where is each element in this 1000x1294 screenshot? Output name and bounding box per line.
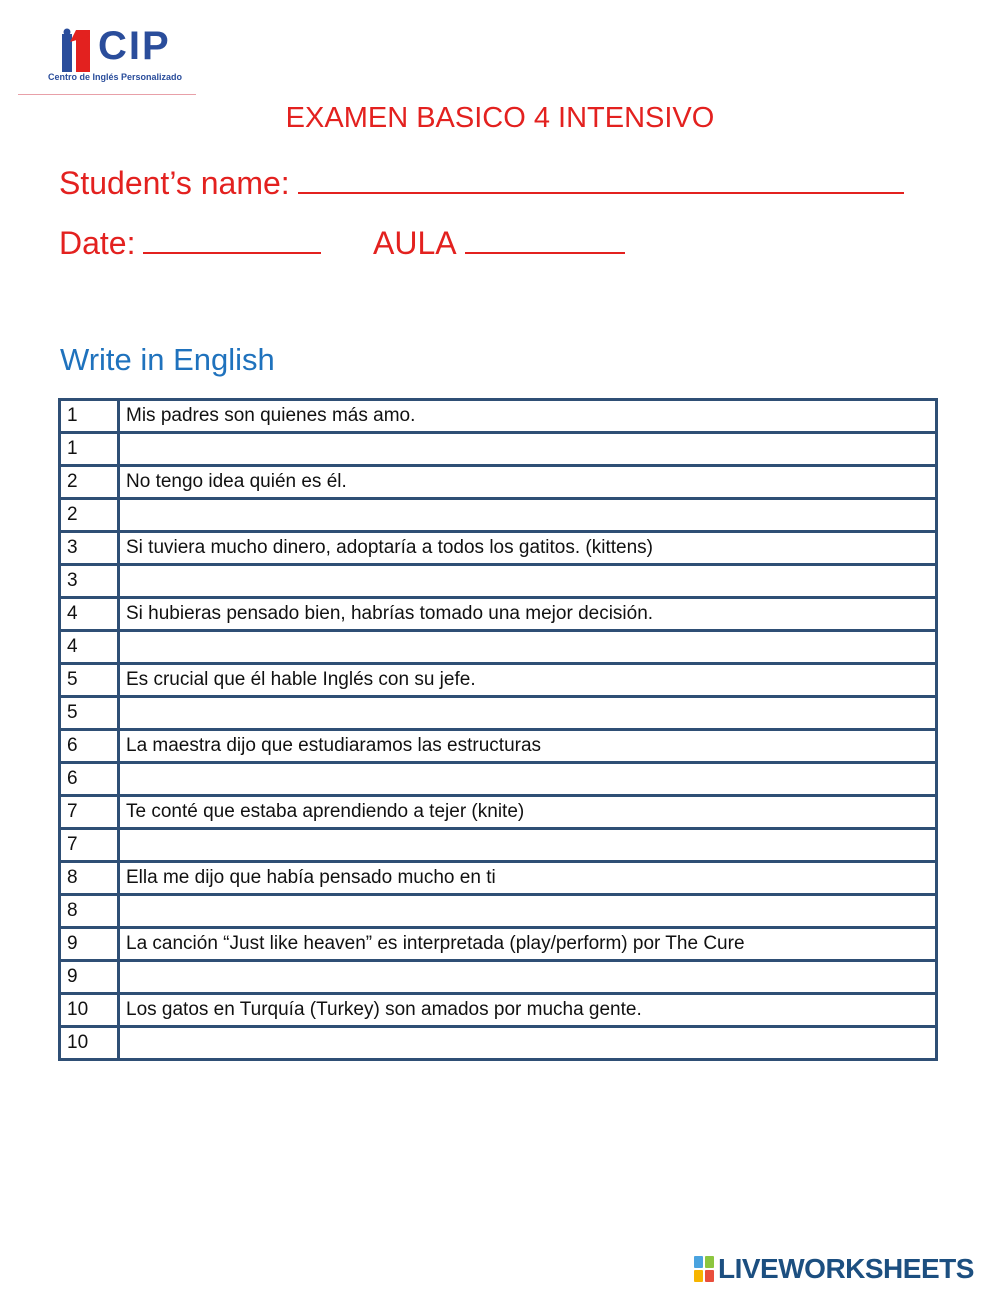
row-number: 5 — [60, 697, 119, 730]
row-number: 7 — [60, 829, 119, 862]
answer-row — [60, 697, 937, 730]
date-field — [59, 222, 321, 262]
aula-field — [373, 222, 625, 262]
row-number: 4 — [60, 631, 119, 664]
row-number: 2 — [60, 499, 119, 532]
answer-input[interactable] — [119, 499, 937, 532]
answer-row — [60, 763, 937, 796]
row-number: 7 — [60, 796, 119, 829]
answer-input[interactable] — [119, 697, 937, 730]
prompt-row — [60, 994, 937, 1027]
logo-brand: CIP — [98, 24, 171, 68]
section-title: Write in English — [60, 342, 275, 377]
prompt-text: Los gatos en Turquía (Turkey) son amados por mucha gente. — [119, 994, 937, 1027]
prompt-text: Si tuviera mucho dinero, adoptaría a todos los gatitos. (kittens) — [119, 532, 937, 565]
row-number: 6 — [60, 730, 119, 763]
row-number: 3 — [60, 532, 119, 565]
row-number: 8 — [60, 862, 119, 895]
aula-blank[interactable] — [465, 222, 625, 254]
answer-row — [60, 961, 937, 994]
answer-input[interactable] — [119, 631, 937, 664]
prompt-row — [60, 796, 937, 829]
prompt-row — [60, 532, 937, 565]
prompt-text: Es crucial que él hable Inglés con su jefe. — [119, 664, 937, 697]
student-name-field — [59, 162, 904, 202]
answer-row — [60, 565, 937, 598]
prompt-row — [60, 664, 937, 697]
row-number: 1 — [60, 400, 119, 433]
answer-input[interactable] — [119, 1027, 937, 1060]
answer-input[interactable] — [119, 961, 937, 994]
liveworksheets-logo — [694, 1254, 974, 1284]
liveworksheets-brand: LIVEWORKSHEETS — [718, 1253, 974, 1284]
prompt-text: Ella me dijo que había pensado mucho en ti — [119, 862, 937, 895]
prompt-text: Te conté que estaba aprendiendo a tejer (knite) — [119, 796, 937, 829]
student-name-blank[interactable] — [298, 162, 904, 194]
row-number: 6 — [60, 763, 119, 796]
answer-row — [60, 499, 937, 532]
person-number-one-icon — [48, 28, 94, 72]
liveworksheets-icon — [694, 1256, 714, 1282]
page-title: EXAMEN BASICO 4 INTENSIVO — [285, 102, 715, 134]
prompt-row — [60, 598, 937, 631]
aula-label: AULA — [373, 225, 457, 261]
cip-logo — [46, 26, 186, 86]
row-number: 9 — [60, 961, 119, 994]
answer-input[interactable] — [119, 565, 937, 598]
prompt-text: La canción “Just like heaven” es interpretada (play/perform) por The Cure — [119, 928, 937, 961]
prompt-text: La maestra dijo que estudiaramos las estructuras — [119, 730, 937, 763]
row-number: 4 — [60, 598, 119, 631]
prompt-row — [60, 400, 937, 433]
answer-input[interactable] — [119, 433, 937, 466]
prompt-row — [60, 928, 937, 961]
answer-row — [60, 829, 937, 862]
date-blank[interactable] — [143, 222, 321, 254]
prompt-row — [60, 862, 937, 895]
prompt-row — [60, 730, 937, 763]
answer-input[interactable] — [119, 895, 937, 928]
answer-row — [60, 895, 937, 928]
logo-underline — [18, 94, 196, 95]
prompt-row — [60, 466, 937, 499]
answer-input[interactable] — [119, 829, 937, 862]
answer-row — [60, 433, 937, 466]
row-number: 10 — [60, 994, 119, 1027]
row-number: 8 — [60, 895, 119, 928]
answer-row — [60, 631, 937, 664]
row-number: 3 — [60, 565, 119, 598]
answer-input[interactable] — [119, 763, 937, 796]
row-number: 1 — [60, 433, 119, 466]
answer-row — [60, 1027, 937, 1060]
date-label: Date: — [59, 225, 136, 261]
prompt-text: Mis padres son quienes más amo. — [119, 400, 937, 433]
row-number: 2 — [60, 466, 119, 499]
exercise-table — [58, 398, 938, 1061]
row-number: 9 — [60, 928, 119, 961]
row-number: 5 — [60, 664, 119, 697]
prompt-text: No tengo idea quién es él. — [119, 466, 937, 499]
prompt-text: Si hubieras pensado bien, habrías tomado una mejor decisión. — [119, 598, 937, 631]
row-number: 10 — [60, 1027, 119, 1060]
student-name-label: Student’s name: — [59, 165, 290, 201]
logo-subtitle: Centro de Inglés Personalizado — [48, 72, 183, 82]
